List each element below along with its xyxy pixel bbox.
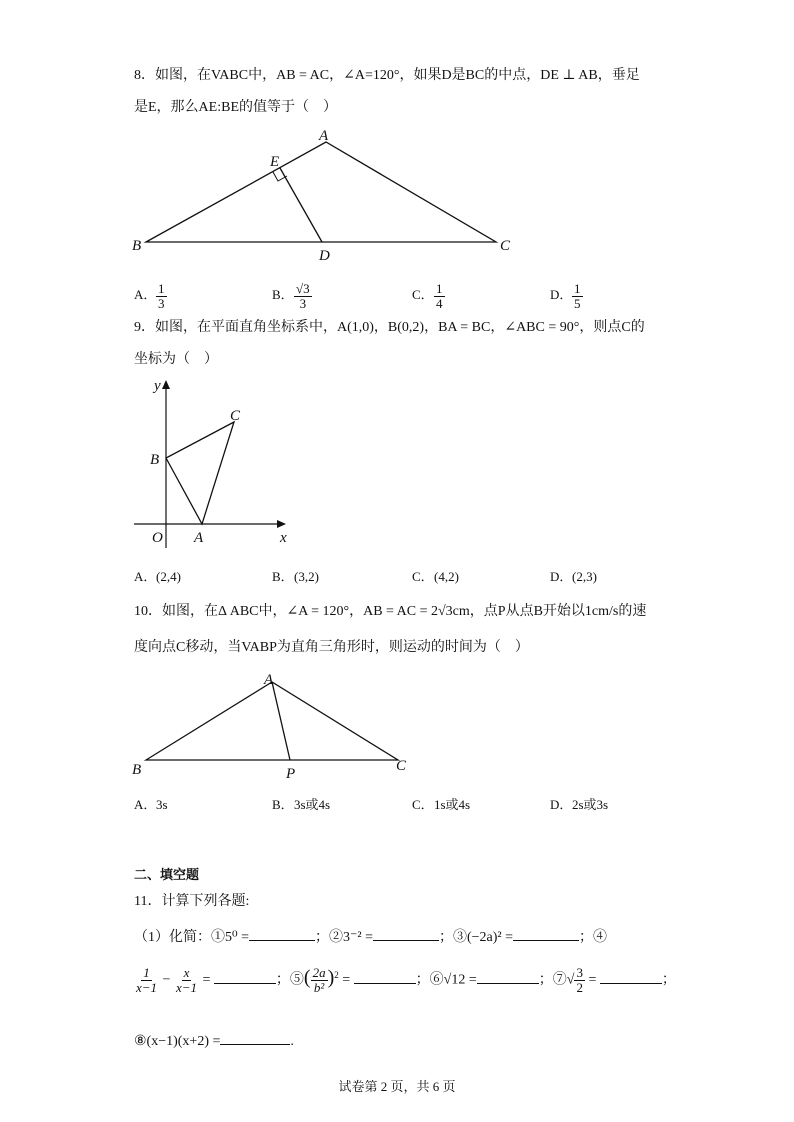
q9-stem-line1: 9．如图，在平面直角坐标系中，A(1,0)，B(0,2)，BA = BC，∠ABC = 90°，则点C的: [134, 320, 645, 335]
q9-option-b[interactable]: B．(3,2): [272, 569, 319, 584]
q11-blank1[interactable]: [249, 926, 315, 941]
q11-stem: 11．计算下列各题:: [134, 894, 250, 909]
q9-figure: [130, 378, 300, 550]
q10-option-a[interactable]: A．3s: [134, 797, 168, 812]
q10-label-a: A: [264, 672, 274, 688]
q11-blank6[interactable]: [477, 969, 539, 984]
q8-label-d: D: [319, 248, 330, 264]
q9-label-o: O: [152, 530, 163, 546]
q8-option-c[interactable]: C． $\frac{1}{4}$: [412, 281, 443, 311]
q9-label-x: x: [280, 530, 287, 546]
q9-stem-line2: 坐标为（ ）: [134, 352, 218, 367]
page-footer: 试卷第 2 页，共 6 页: [338, 1079, 456, 1094]
q10-label-b: B: [132, 762, 142, 778]
q11-item3: ③(−2a)² =: [453, 930, 514, 945]
q11-blank8[interactable]: [220, 1030, 290, 1045]
q8-stem-line1: 8．如图，在VABC中，AB = AC，∠A=120°，如果D是BC的中点，DE ⊥ AB，垂足: [134, 68, 640, 83]
section-title: 二、填空题: [134, 868, 200, 883]
q8-label-c: C: [500, 238, 511, 254]
q11-item6: ⑥√12 =: [429, 972, 477, 988]
q9-label-y: y: [154, 378, 161, 394]
q11-item1: ①5⁰ =: [211, 930, 250, 945]
q9-option-c[interactable]: C．(4,2): [412, 569, 459, 584]
q8-option-a[interactable]: A． $\frac{1}{3}$: [134, 281, 165, 311]
q10-label-c: C: [396, 758, 407, 774]
q11-blank7[interactable]: [600, 969, 662, 984]
q10-stem-line1: 10．如图，在Δ ABC中，∠A = 120°，AB = AC = 2√3cm，点P从点B开始以1cm/s的速: [134, 604, 647, 619]
q9-label-a: A: [194, 530, 204, 546]
q10-option-b[interactable]: B．3s或4s: [272, 797, 331, 812]
q11-blank5[interactable]: [354, 969, 416, 984]
q10-stem-line2: 度向点C移动，当VABP为直角三角形时，则运动的时间为（ ）: [134, 640, 529, 655]
q11-blank3[interactable]: [513, 926, 579, 941]
q8-stem-line2: 是E，那么AE:BE的值等于（ ）: [134, 100, 337, 115]
q8-label-a: A: [319, 128, 329, 144]
q8-option-d[interactable]: D． $\frac{1}{5}$: [550, 281, 581, 311]
q10-figure: [130, 670, 420, 782]
q11-row3: ⑧(x−1)(x+2) = .: [134, 1030, 294, 1050]
q10-option-c[interactable]: C．1s或4s: [412, 797, 471, 812]
q8-label-e: E: [270, 154, 280, 170]
q11-row1: （1）化简：①5⁰ = ；②3⁻² = ；③(−2a)² = ；④: [134, 926, 607, 946]
q9-option-d[interactable]: D．(2,3): [550, 569, 597, 584]
q11-item8: ⑧(x−1)(x+2) =: [134, 1034, 221, 1049]
q11-item2: ②3⁻² =: [329, 930, 373, 945]
q8-figure: [130, 128, 520, 268]
q9-option-a[interactable]: A．(2,4): [134, 569, 181, 584]
q11-row2: $\frac{1}{x-1}$ − $\frac{x}{x-1}$ = ；⑤( $\frac{2a}{\text{b²}}$ )$^2$ = ；⑥√12 = ；⑦√ $\frac{3}{2}$ = ；: [136, 965, 676, 995]
q11-blank2[interactable]: [373, 926, 439, 941]
q9-label-b: B: [150, 452, 160, 468]
q10-option-d[interactable]: D．2s或3s: [550, 797, 609, 812]
q9-label-c: C: [230, 408, 241, 424]
q8-option-b[interactable]: B． $\frac{√3}{3}$: [272, 281, 310, 311]
q10-label-p: P: [286, 766, 296, 782]
q8-label-b: B: [132, 238, 142, 254]
q11-item4: ④: [593, 930, 608, 945]
q11-blank4[interactable]: [214, 969, 276, 984]
